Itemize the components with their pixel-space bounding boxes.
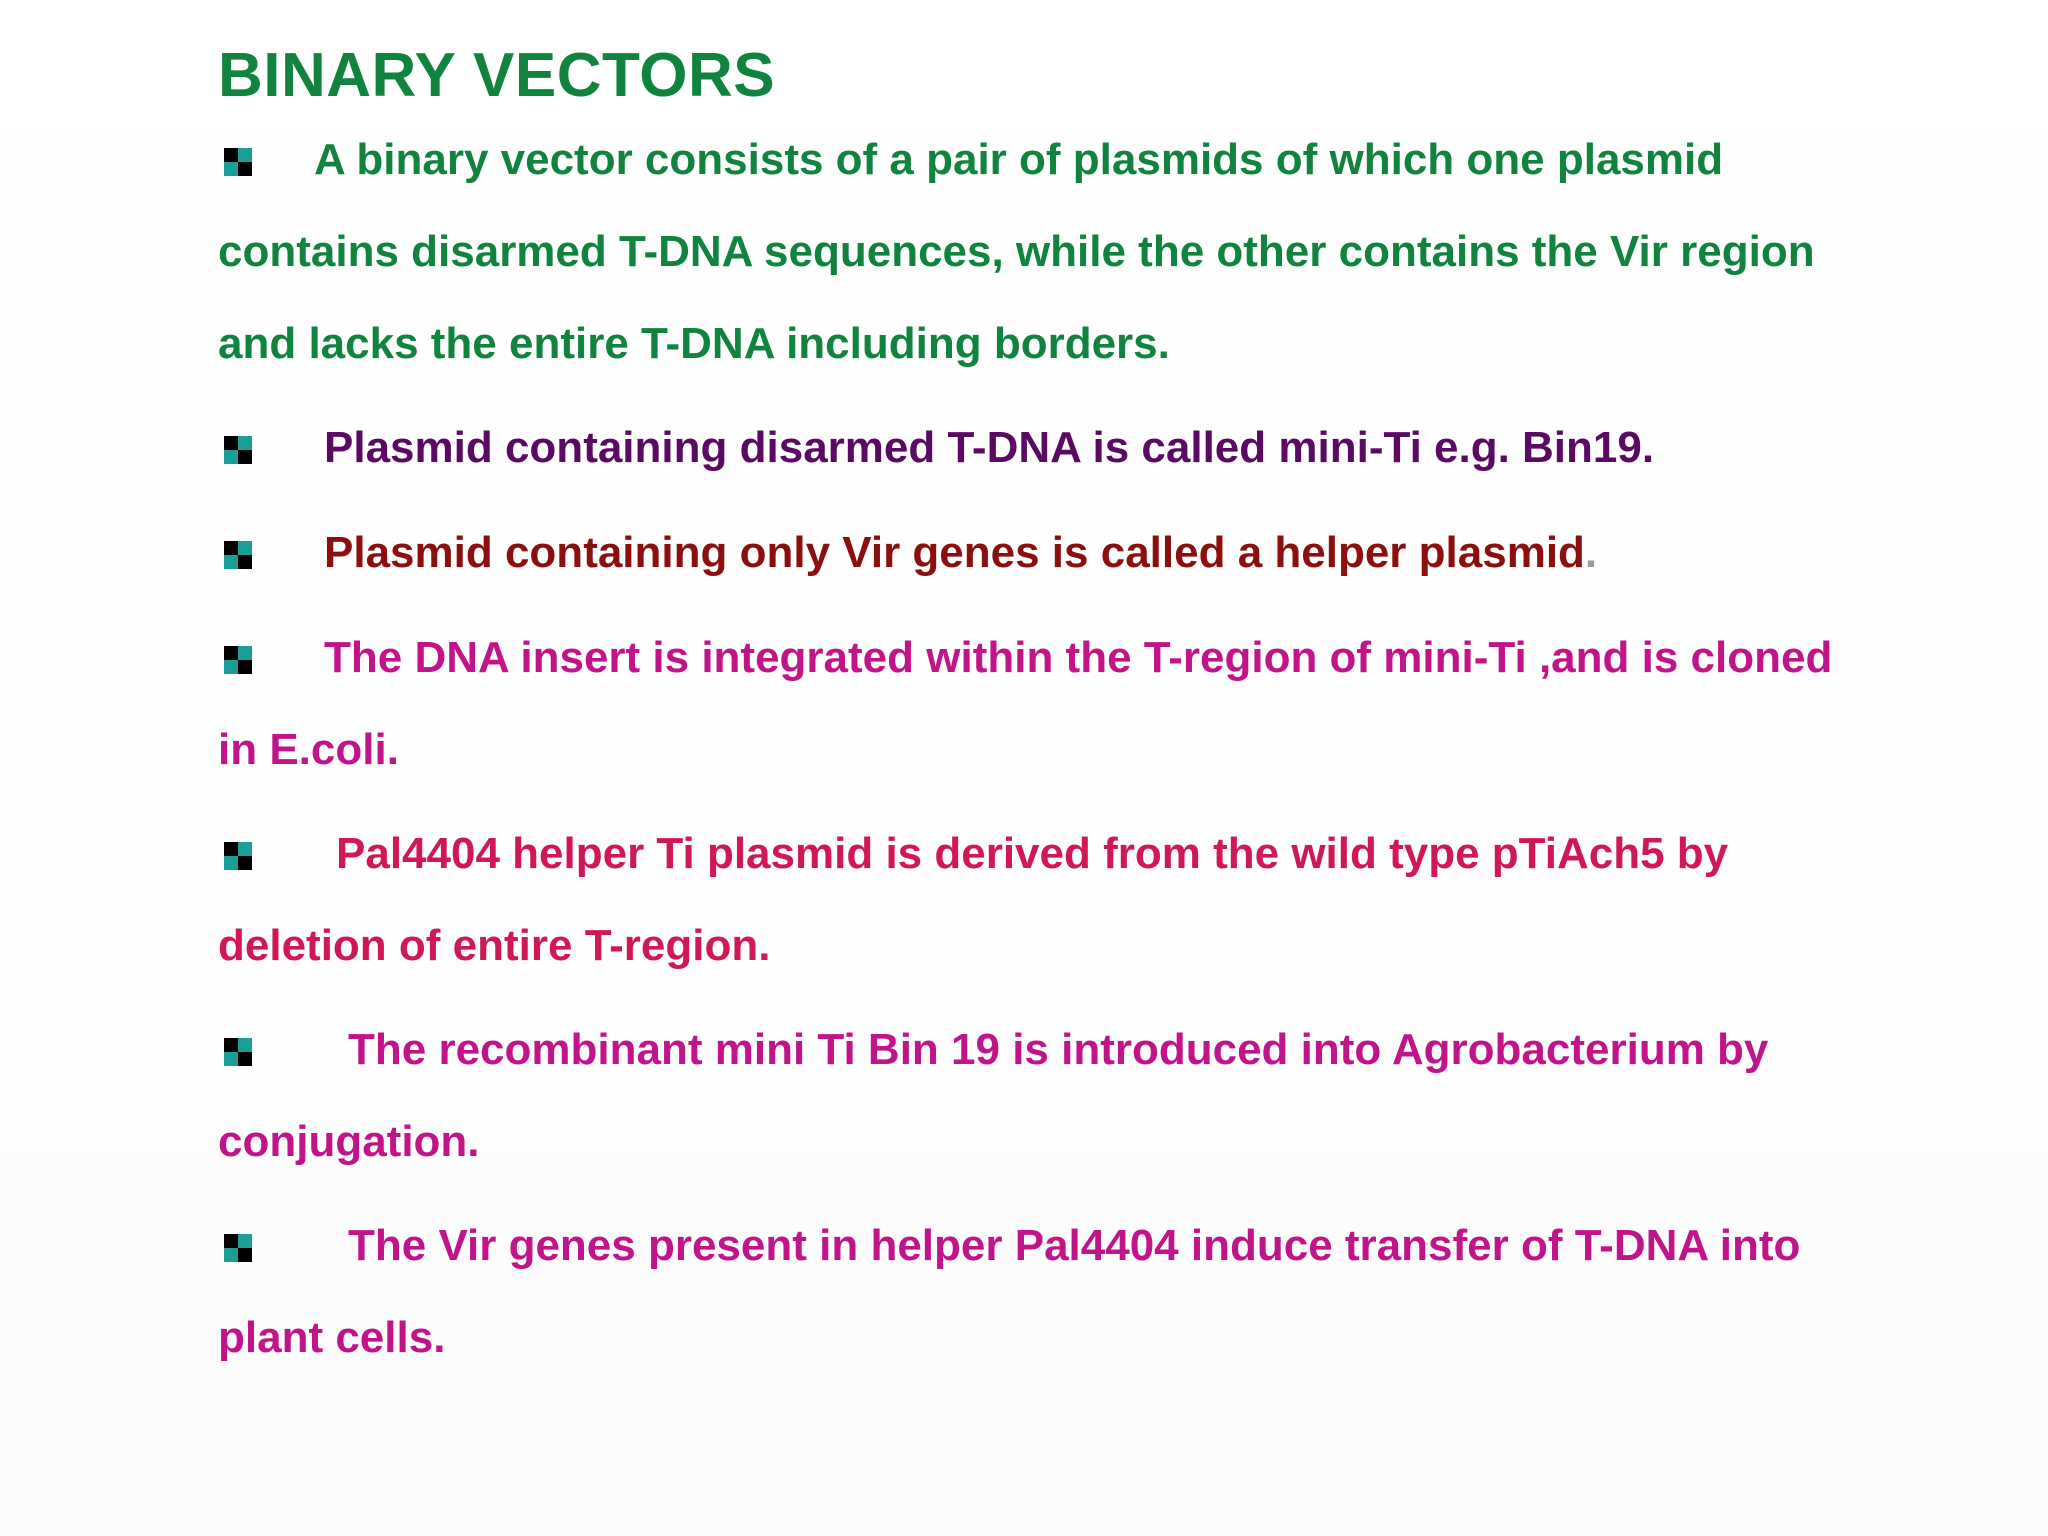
bullet-recombinant-bin19 bbox=[218, 1004, 1858, 1188]
checkered-square-icon bbox=[224, 1234, 252, 1262]
bullet-binary-vector-definition bbox=[218, 114, 1858, 390]
slide-title: BINARY VECTORS bbox=[218, 41, 776, 110]
checkered-square-icon bbox=[224, 148, 252, 176]
bullet-dna-insert bbox=[218, 612, 1858, 796]
bullet-vir-genes-transfer bbox=[218, 1200, 1858, 1384]
bullet-text: The recombinant mini Ti Bin 19 is introduced into Agrobacterium by conjugation. bbox=[218, 1025, 1769, 1166]
checkered-square-icon bbox=[224, 541, 252, 569]
bullet-text: The DNA insert is integrated within the T-region of mini-Ti ,and is cloned in E.coli. bbox=[218, 633, 1833, 774]
bullet-text: A binary vector consists of a pair of plasmids of which one plasmid contains disarmed T-DNA sequences, while the other contains the Vir region and lacks the entire T-DNA including borders. bbox=[218, 135, 1815, 368]
bullet-trailing-period: . bbox=[1584, 528, 1598, 577]
bullet-text: The Vir genes present in helper Pal4404 induce transfer of T-DNA into plant cells. bbox=[218, 1221, 1801, 1362]
checkered-square-icon bbox=[224, 1038, 252, 1066]
bullet-text: Pal4404 helper Ti plasmid is derived from the wild type pTiAch5 by deletion of entire T-region. bbox=[218, 829, 1729, 970]
checkered-square-icon bbox=[224, 436, 252, 464]
bullet-mini-ti bbox=[218, 402, 1858, 494]
bullet-helper-plasmid bbox=[218, 507, 1858, 599]
bullet-text: Plasmid containing only Vir genes is called a helper plasmid bbox=[324, 528, 1585, 577]
bullet-pal4404 bbox=[218, 808, 1858, 992]
checkered-square-icon bbox=[224, 842, 252, 870]
bullet-text: Plasmid containing disarmed T-DNA is called mini-Ti e.g. Bin19. bbox=[324, 423, 1655, 472]
checkered-square-icon bbox=[224, 646, 252, 674]
